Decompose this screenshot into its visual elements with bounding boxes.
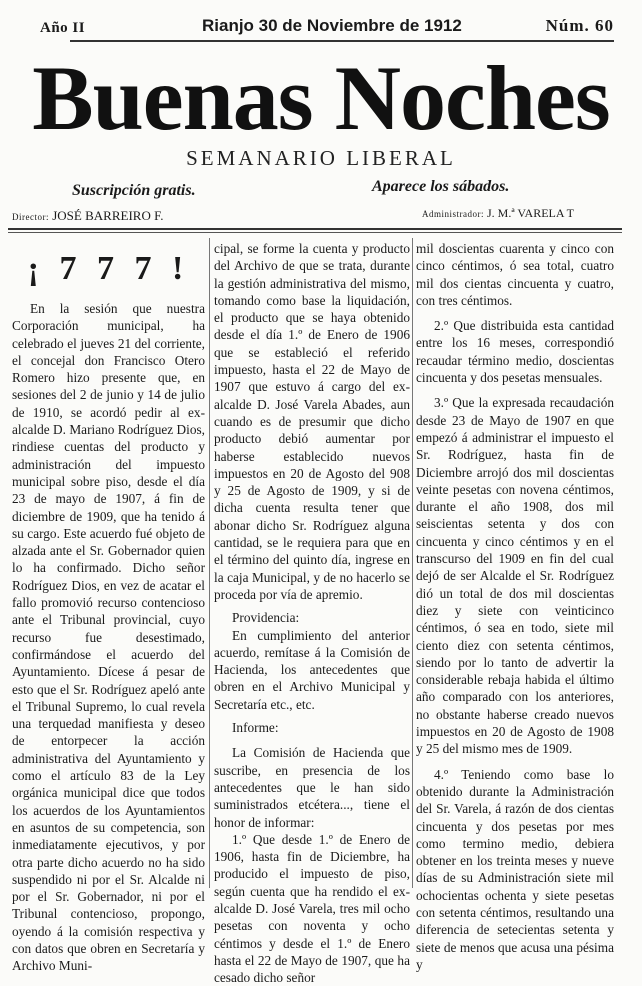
subscription-note: Suscripción gratis. (72, 182, 196, 199)
header-rule-thin (8, 232, 622, 233)
director-label: Director: (12, 212, 49, 222)
column-divider (209, 238, 210, 888)
paragraph: 4.º Teniendo como base lo obtenido durante la Administración del Sr. Varela, á razón de dos cientas cincuenta y dos pesetas por mes como termino medio, debiera obtener en los treinta meses y nueve días de su Administración siete mil ochocientas ochenta y siete pesetas con setenta céntimos, resultando una diferencia de setecientas setenta y siete de menos que acusa una pésima y (416, 766, 614, 972)
paragraph: 1.º Que desde 1.º de Enero de 1906, hasta fin de Diciembre, ha producido el impuesto de piso, según cuenta que ha rendido el ex-alcalde D. José Varela, tres mil ocho pesetas con noventa y ocho céntimos y desde el 1.º de Enero hasta el 22 de Mayo de 1907, que ha cesado dicho señor (214, 831, 410, 986)
paragraph: En cumplimiento del anterior acuerdo, remítase á la Comisión de Hacienda, los antecedentes que obren en el Archivo Municipal y Secretaría etc., etc. (214, 627, 410, 712)
director-line (12, 208, 164, 224)
administrator-label: Administrador: (422, 209, 484, 219)
article-title: ¡ 7 7 7 ! (27, 250, 190, 287)
header-rule (8, 228, 622, 230)
issue-number: Núm. 60 (545, 16, 614, 35)
paragraph: cipal, se forme la cuenta y producto del Archivo de que se trata, durante la gestión administrativa del mismo, tomando como base la liquidación, el producto que se haya obtenido desde el día 1.º de Enero de 1906 que se estableció el referido impuesto, hasta el 22 de Mayo de 1907 que estuvo á cargo del ex-alcalde D. José Varela Abades, aun cuando es de presumir que dicho producto debió aumentar por haberse establecido nuevos impuestos en 20 de Agosto del 908 y 25 de Agosto de 1909, y si de dicha cuenta resulta tener que abonar dicho Sr. Rodríguez alguna cantidad, se le requiera para que en el término del quinto día, ingrese en la caja Municipal, y de no hacerlo se proceda por vía de apremio. (214, 241, 410, 602)
top-bar (30, 14, 614, 40)
issue-date: Rianjo 30 de Noviembre de 1912 (202, 16, 462, 35)
subtitle: SEMANARIO LIBERAL (186, 146, 456, 170)
paragraph: mil doscientas cuarenta y cinco con cinco céntimos, ó sea total, cuatro mil dos cientas cincuenta y cuatro, con tres céntimos. (416, 241, 614, 308)
column-3 (416, 240, 614, 973)
paragraph: 2.º Que distribuida esta cantidad entre los 16 meses, correspondió recaudar término medio, doscientas cincuenta y dos pesetas mensuales. (416, 318, 614, 386)
paragraph: En la sesión que nuestra Corporación municipal, ha celebrado el jueves 21 del corriente, el concejal don Francisco Otero Romero hizo presente que, en sesiones del 2 de junio y 14 de julio de 1910, se acordó pedir al ex-alcalde D. Mariano Rodríguez Dios, rindiese cuentas del producto y administración del impuesto municipal sobre piso, desde el día 23 de mayo de 1907, á fin de diciembre de 1909, que ha tenido á su cargo. Este acuerdo fué objeto de alzada ante el Sr. Gobernador quien lo ha confirmado. Dicho señor Rodríguez Dios, en vez de acatar el fallo promovió recurso contencioso ante el Tribunal provincial, cuyo recurso fue desestimado, confirmándose el acuerdo del Ayuntamiento. Dícese á pesar de esto que el Sr. Rodríguez apeló ante el Tribunal Supremo, lo cual revela una terquedad manifiesta y deseo de entorpecer la acción administrativa del Ayuntamiento y como el artículo 83 de la Ley orgánica municipal dice que todos los acuerdos de los Ayuntamientos en asuntos de su competencia, son inmediatamente ejecutivos, y por otra parte dicho acuerdo no ha sido suspendido ni por el Sr. Alcalde ni por el Sr. Gobernador, ni por el Tribunal contencioso, propongo, oyendo á la comisión respectiva y con datos que obren en Secretaría y Archivo Muni- (12, 301, 205, 974)
masthead: Buenas Noches (32, 47, 610, 149)
director-name: JOSÉ BARREIRO F. (52, 208, 164, 223)
administrator-name: J. M.ª VARELA T (487, 206, 574, 220)
issue-year: Año II (40, 20, 86, 36)
top-rule (70, 40, 614, 42)
column-1 (12, 240, 205, 975)
administrator-line (422, 206, 574, 221)
column-divider (412, 238, 413, 888)
section-label: Providencia: (232, 610, 300, 626)
publication-note: Aparece los sábados. (372, 178, 510, 195)
column-2 (214, 240, 410, 986)
paragraph: La Comisión de Hacienda que suscribe, en presencia de los antecedentes que le han sido suministrados etcétera..., tiene el honor de informar: (214, 745, 410, 830)
paragraph: 3.º Que la expresada recaudación desde 23 de Mayo de 1907 en que empezó á administrar el impuesto el Sr. Rodríguez, hasta fin de Diciembre arrojó dos mil doscientas veinte pesetas con novena céntimos, durante el año 1908, dos mil seiscientas setenta y dos con cincuenta y cinco céntimos y en el transcurso del 1909 en fin del cual dejó de ser Alcalde el Sr. Rodríguez dió un total de dos mil doscientas diez y siete con veinticinco céntimos, ó sea en todo, siete mil ciento diez con setenta céntimos, siendo por lo tanto de advertir la considerable rebaja habida el último año comparado con los anteriores, no obstante haberse creado nuevos impuestos en 20 de Agosto de 1908 y 25 del mismo mes de 1909. (416, 395, 614, 757)
section-label: Informe: (232, 720, 279, 736)
